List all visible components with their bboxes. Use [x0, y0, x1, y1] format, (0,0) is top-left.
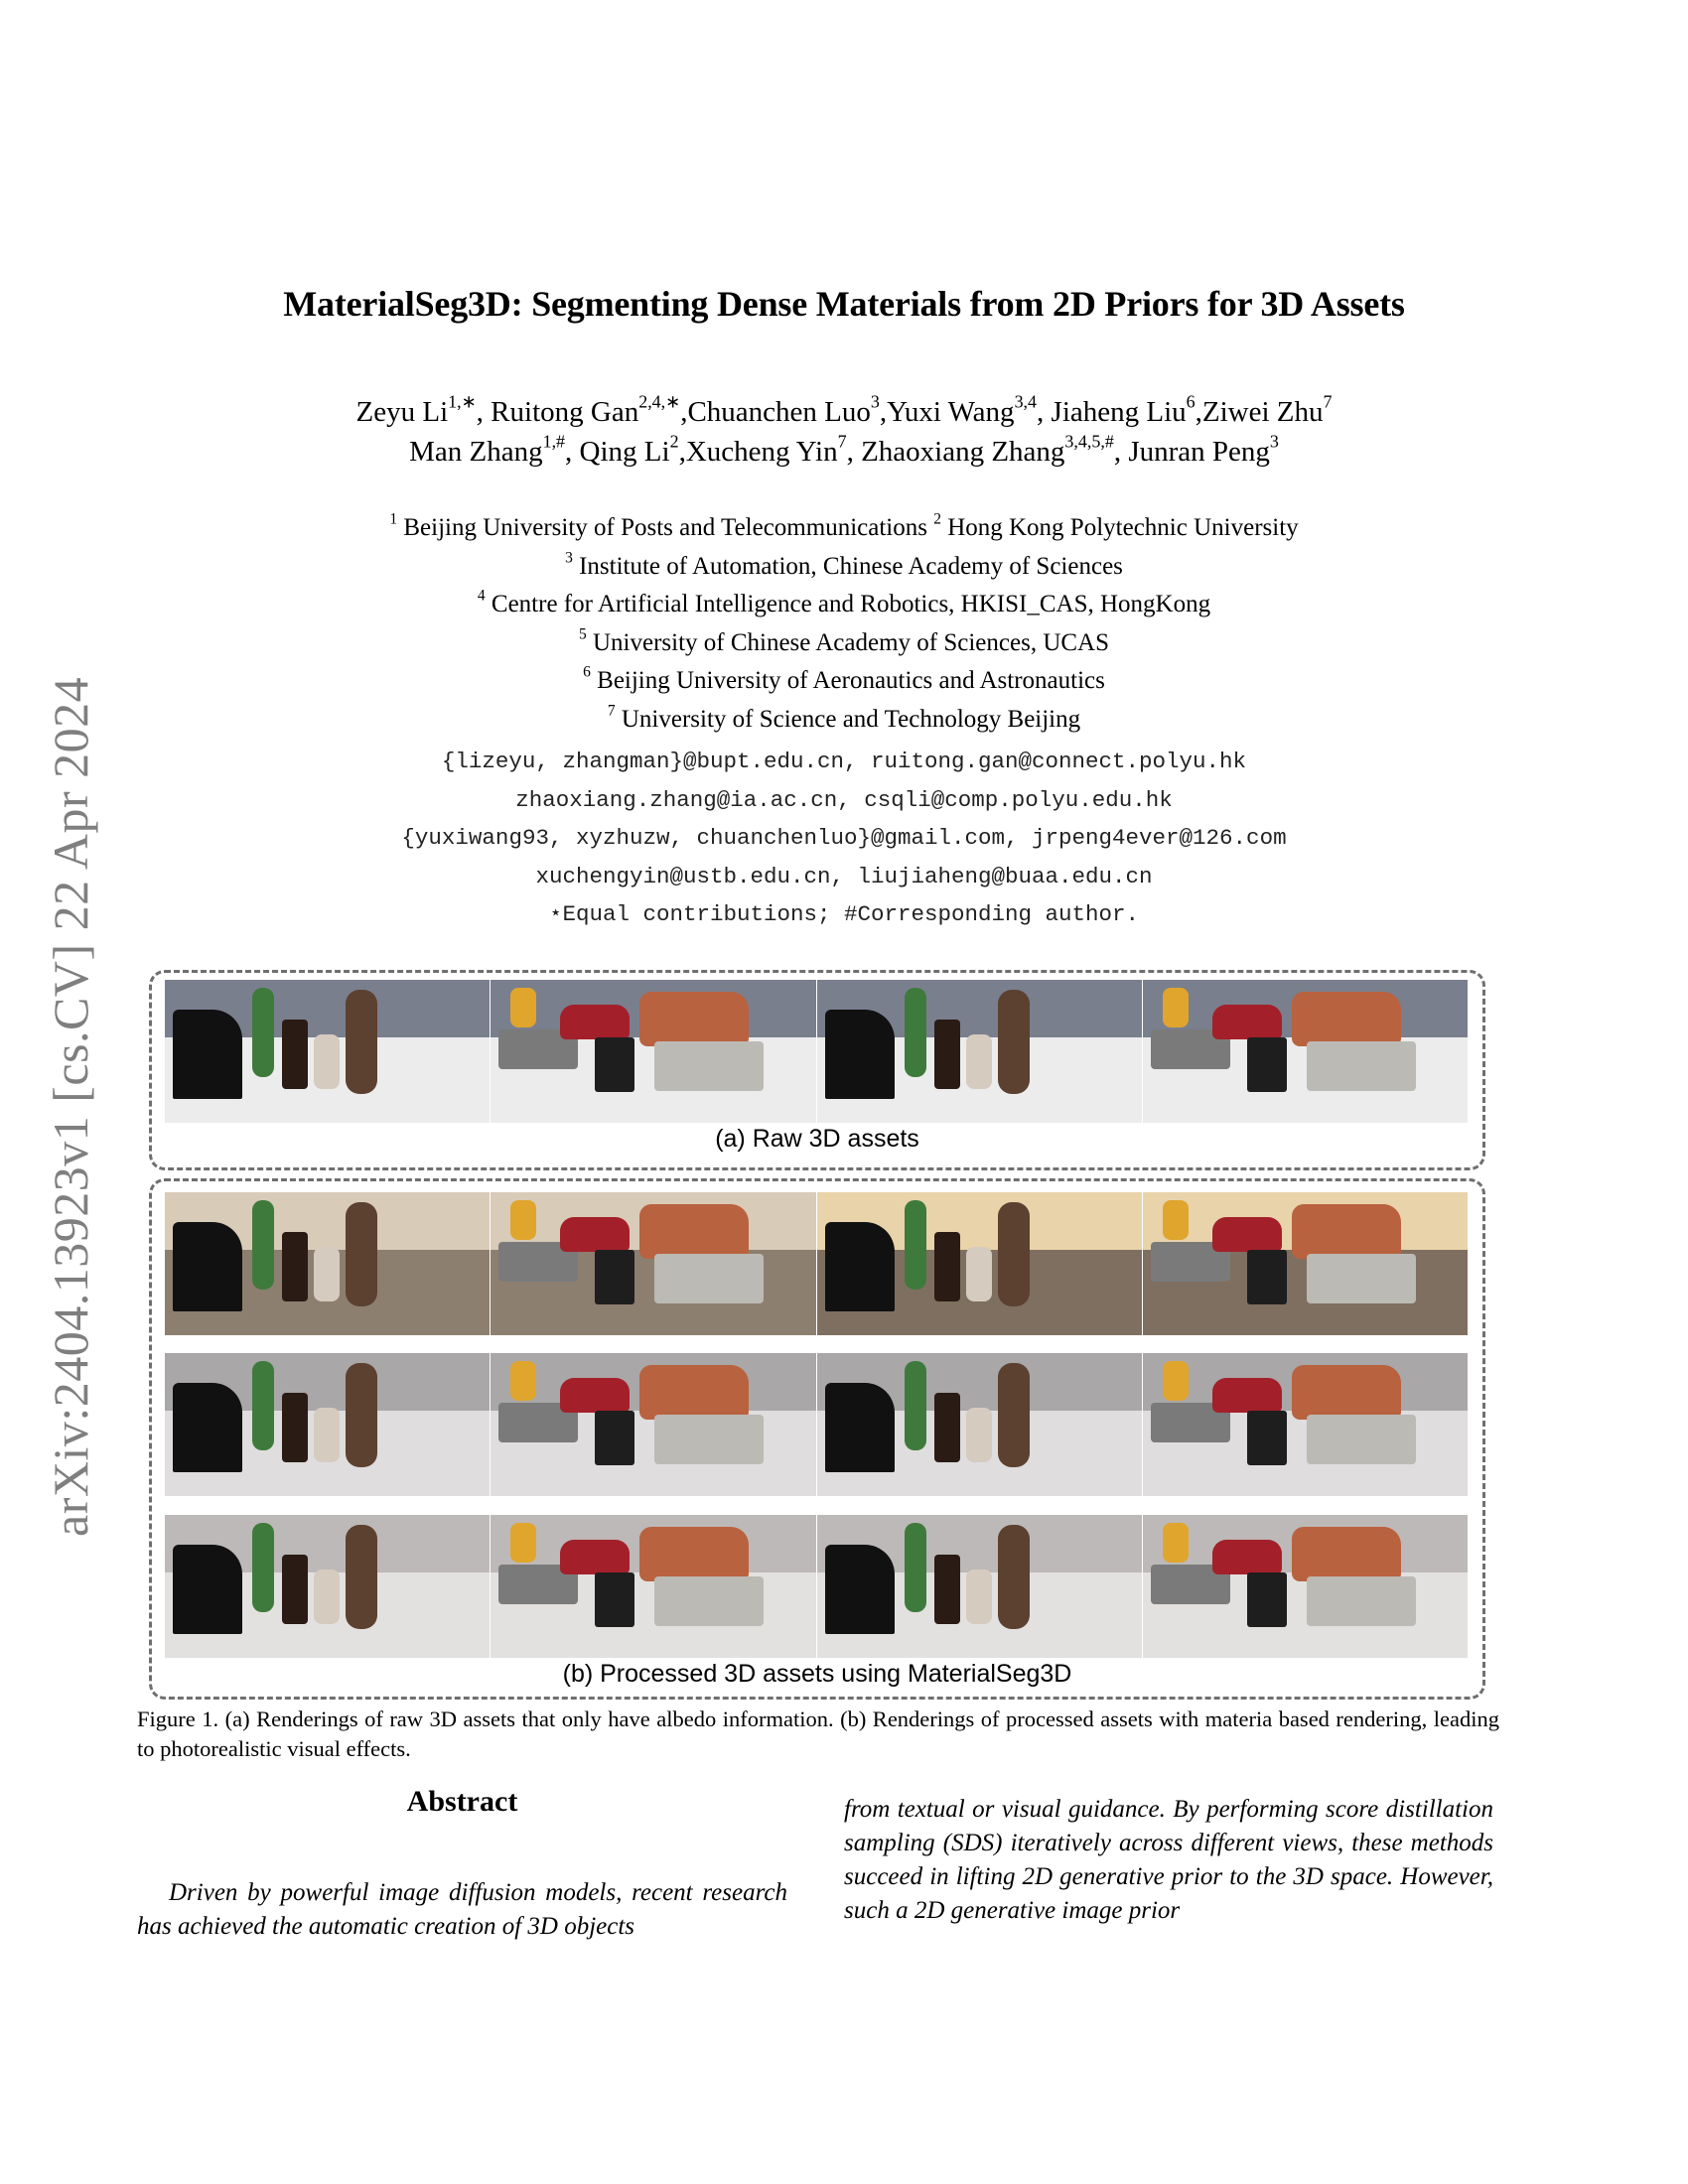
affiliation-line: $^3$ Institute of Automation, Chinese Academy of Sciences [565, 548, 1123, 580]
office-chair-shape [282, 1555, 308, 1624]
email-line: xuchengyin@ustb.edu.cn, liujiaheng@buaa.edu.cn [535, 863, 1153, 889]
author-name: Zeyu Li [355, 396, 449, 428]
piano-shape [173, 1010, 242, 1099]
abstract-heading: Abstract [406, 1785, 518, 1818]
abstract-paragraph-continued: from textual or visual guidance. By performing score distillation sampling (SDS) iteratively across different views, these methods succeed in lifting 2D generative prior to the 3D space. However, such a 2D generative image prior [844, 1796, 1493, 1924]
nightstand-shape [1247, 1250, 1287, 1304]
sports-car-shape [560, 1540, 630, 1574]
hatchback-car-shape [1292, 1527, 1401, 1581]
figure-row-processed-2 [165, 1353, 1468, 1496]
electric-guitar-shape [252, 988, 274, 1077]
acoustic-guitar-shape [346, 1525, 377, 1629]
electric-guitar-shape [905, 1200, 926, 1290]
render-panel [1143, 980, 1468, 1123]
nightstand-shape [1247, 1572, 1287, 1627]
author-affiliation-mark: 7 [1323, 391, 1333, 412]
author-affiliation-mark: 7 [837, 431, 847, 452]
affiliation-line: $^7$ University of Science and Technology Beijing [607, 701, 1081, 733]
sports-car-shape [1212, 1540, 1282, 1574]
acoustic-guitar-shape [998, 1525, 1030, 1629]
abstract-left-column [137, 1876, 787, 1944]
piano-shape [825, 1222, 895, 1311]
office-chair-shape [934, 1555, 960, 1624]
office-chair-shape [934, 1232, 960, 1301]
piano-shape [173, 1222, 242, 1311]
sports-car-shape [1212, 1217, 1282, 1252]
author-name: Junran Peng [1128, 436, 1270, 468]
author-name: Yuxi Wang [887, 396, 1015, 428]
render-panel [817, 1515, 1143, 1658]
scooter-shape [1163, 988, 1189, 1027]
author-line-2: Man Zhang$^{1,\#}$, Qing Li$^2$,Xucheng Yin$^7$, Zhaoxiang Zhang$^{3,4,5,\#}$, Junran Peng$^3$ [409, 431, 1279, 468]
acoustic-guitar-shape [346, 1202, 377, 1306]
bed-shape [1307, 1254, 1416, 1303]
author-affiliation-mark: 2,4,∗ [638, 391, 681, 412]
render-panel [1143, 1192, 1468, 1335]
email-line: {yuxiwang93, xyzhuzw, chuanchenluo}@gmail.com, jrpeng4ever@126.com [401, 825, 1287, 851]
nightstand-shape [595, 1250, 634, 1304]
render-panel [165, 980, 491, 1123]
office-chair-shape [282, 1393, 308, 1462]
hatchback-car-shape [639, 1365, 749, 1420]
figure-caption: Figure 1. (a) Renderings of raw 3D assets that only have albedo information. (b) Renderings of processed assets with materia based rendering, leading to photorealistic visual effects. [137, 1706, 1499, 1761]
office-chair-shape [934, 1393, 960, 1462]
author-affiliation-mark: 2 [669, 431, 679, 452]
author-name: Jiaheng Liu [1051, 396, 1187, 428]
nightstand-shape [1247, 1037, 1287, 1092]
render-panel [817, 1192, 1143, 1335]
side-chair-shape [314, 1034, 340, 1089]
piano-shape [173, 1545, 242, 1634]
render-panel [817, 980, 1143, 1123]
sports-car-shape [560, 1005, 630, 1039]
electric-guitar-shape [252, 1523, 274, 1612]
author-affiliation-mark: 6 [1186, 391, 1196, 412]
render-panel [491, 1192, 816, 1335]
author-affiliation-mark: 1,∗ [448, 391, 477, 412]
render-panel [1143, 1353, 1468, 1496]
sports-car-shape [1212, 1378, 1282, 1413]
bed-shape [654, 1254, 764, 1303]
affiliation-line: $^4$ Centre for Artificial Intelligence and Robotics, HKISI_CAS, HongKong [477, 587, 1211, 617]
render-panel [165, 1515, 491, 1658]
hatchback-car-shape [1292, 1365, 1401, 1420]
piano-shape [825, 1383, 895, 1472]
hatchback-car-shape [639, 1204, 749, 1259]
sports-car-shape [560, 1378, 630, 1413]
author-name: Xucheng Yin [685, 436, 838, 468]
scooter-shape [1163, 1523, 1189, 1563]
affiliation-line: $^1$ Beijing University of Posts and Telecommunications $^2$ Hong Kong Polytechnic University [389, 510, 1299, 541]
author-name: Qing Li [579, 436, 670, 468]
abstract-right-column [844, 1793, 1493, 1928]
author-line-1: Zeyu $Li^{1,∗}$, Ruitong Gan$^{2,4,∗}$,Chuanchen Luo$^3$,Yuxi Wang$^{3,4}$, Jiaheng Liu$^6$,Ziwei Zhu$^7$ [355, 391, 1333, 428]
author-affiliation-mark: 3,4,5,# [1064, 431, 1114, 452]
piano-shape [173, 1383, 242, 1472]
arxiv-stamp: arXiv:2404.13923v1 [cs.CV] 22 Apr 2024 [43, 676, 98, 1537]
sports-car-shape [560, 1217, 630, 1252]
office-chair-shape [282, 1020, 308, 1089]
author-affiliation-mark: 3,4 [1014, 391, 1038, 412]
bed-shape [1307, 1415, 1416, 1464]
emails [0, 743, 1688, 934]
acoustic-guitar-shape [998, 1363, 1030, 1467]
scooter-shape [1163, 1361, 1189, 1401]
bed-shape [1307, 1576, 1416, 1626]
acoustic-guitar-shape [346, 990, 377, 1094]
nightstand-shape [595, 1572, 634, 1627]
electric-guitar-shape [905, 988, 926, 1077]
hatchback-car-shape [639, 1527, 749, 1581]
piano-shape [825, 1545, 895, 1634]
scooter-shape [510, 1523, 536, 1563]
nightstand-shape [1247, 1411, 1287, 1465]
affiliations [0, 509, 1688, 739]
side-chair-shape [314, 1570, 340, 1624]
bed-shape [1307, 1041, 1416, 1091]
piano-shape [825, 1010, 895, 1099]
render-panel [165, 1192, 491, 1335]
author-affiliation-mark: 3 [870, 391, 880, 412]
render-panel [491, 1353, 816, 1496]
figure-row-processed-3 [165, 1515, 1468, 1658]
acoustic-guitar-shape [346, 1363, 377, 1467]
bed-shape [654, 1576, 764, 1626]
office-chair-shape [934, 1020, 960, 1089]
affiliation-line: $^6$ Beijing University of Aeronautics and Astronautics [583, 663, 1105, 694]
sports-car-shape [1212, 1005, 1282, 1039]
side-chair-shape [966, 1247, 992, 1301]
author-name: Ziwei Zhu [1201, 396, 1324, 428]
paper-title: MaterialSeg3D: Segmenting Dense Materials from 2D Priors for 3D Assets [283, 284, 1405, 324]
side-chair-shape [314, 1247, 340, 1301]
nightstand-shape [595, 1037, 634, 1092]
scooter-shape [510, 1361, 536, 1401]
scooter-shape [510, 1200, 536, 1240]
scooter-shape [510, 988, 536, 1027]
office-chair-shape [282, 1232, 308, 1301]
hatchback-car-shape [639, 992, 749, 1046]
render-panel [817, 1353, 1143, 1496]
render-panel [165, 1353, 491, 1496]
electric-guitar-shape [252, 1200, 274, 1290]
side-chair-shape [314, 1408, 340, 1462]
abstract-paragraph: Driven by powerful image diffusion models, recent research has achieved the automatic creation of 3D objects [137, 1879, 787, 1940]
nightstand-shape [595, 1411, 634, 1465]
email-line: zhaoxiang.zhang@ia.ac.cn, csqli@comp.polyu.edu.hk [515, 786, 1173, 813]
email-line: ⋆Equal contributions; #Corresponding author. [548, 901, 1140, 927]
author-name: Man Zhang [409, 436, 543, 468]
hatchback-car-shape [1292, 1204, 1401, 1259]
author-affiliation-mark: 3 [1269, 431, 1279, 452]
author-affiliation-mark: 1,# [542, 431, 566, 452]
figure-row-processed-1 [165, 1192, 1468, 1335]
electric-guitar-shape [252, 1361, 274, 1450]
side-chair-shape [966, 1034, 992, 1089]
email-line: {lizeyu, zhangman}@bupt.edu.cn, ruitong.gan@connect.polyu.hk [441, 749, 1247, 774]
acoustic-guitar-shape [998, 1202, 1030, 1306]
render-panel [491, 1515, 816, 1658]
render-panel [1143, 1515, 1468, 1658]
scooter-shape [1163, 1200, 1189, 1240]
render-panel [491, 980, 816, 1123]
acoustic-guitar-shape [998, 990, 1030, 1094]
affiliation-line: $^5$ University of Chinese Academy of Sciences, UCAS [578, 624, 1110, 656]
author-name: Chuanchen Luo [687, 396, 871, 428]
subcaption-b: (b) Processed 3D assets using MaterialSeg3D [562, 1660, 1072, 1688]
bed-shape [654, 1415, 764, 1464]
side-chair-shape [966, 1570, 992, 1624]
author-name: Ruitong Gan [491, 396, 639, 428]
figure-row-raw [165, 980, 1468, 1123]
bed-shape [654, 1041, 764, 1091]
electric-guitar-shape [905, 1523, 926, 1612]
electric-guitar-shape [905, 1361, 926, 1450]
subcaption-a: (a) Raw 3D assets [715, 1125, 919, 1153]
author-name: Zhaoxiang Zhang [861, 436, 1065, 468]
hatchback-car-shape [1292, 992, 1401, 1046]
side-chair-shape [966, 1408, 992, 1462]
